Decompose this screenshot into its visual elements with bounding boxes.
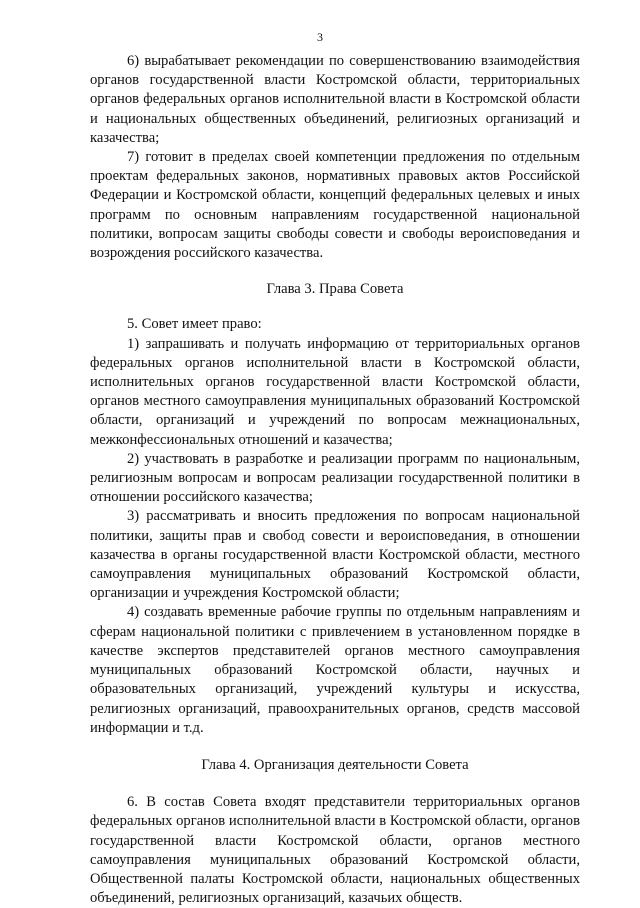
section-5-intro: 5. Совет имеет право: (127, 316, 262, 333)
paragraph-item-6: 6) вырабатывает рекомендации по совершенствованию взаимодействия органов государственной власти Костромской области, территориальных органов федеральных органов исполнительной власти в Костромской области и национальных общественных объединений, религиозных организаций и казачества; (90, 53, 580, 146)
page-number: 3 (317, 30, 323, 44)
right-item-4: 4) создавать временные рабочие группы по отдельным направлениям и сферам национальной политики с привлечением в установленном порядке в качестве экспертов представителей органов местного самоуправления муниципальных образований Костромской области, научных и образовательных организаций, учреждений культуры и искусства, религиозных организаций, правоохранительных органов, средств массовой информации и т.д. (90, 604, 580, 736)
right-item-3: 3) рассматривать и вносить предложения по вопросам национальной политики, защиты прав и свобод совести и вероисповедания, в отношении казачества в органы государственной власти Костромской области, местного самоуправления муниципальных образований Костромской области, организации и учреждения Костромской области; (90, 508, 580, 602)
section-6-paragraph: 6. В состав Совета входят представители территориальных органов федеральных органов исполнительной власти в Костромской области, органов государственной власти Костромской области, органов местного самоуправления муниципальных образований Костромской области, Общественной палаты Костромской области, национальных общественных объединений, религиозных организаций, казачьих обществ. (90, 794, 580, 907)
paragraph-item-7: 7) готовит в пределах своей компетенции предложения по отдельным проектам федеральных законов, нормативных правовых актов Российской Федерации и Костромской области, концепций федеральных целевых и иных программ по основным направлениям государственной национальной политики, вопросам защиты свободы совести и свободы вероисповедания и возрождения российского казачества. (90, 149, 580, 262)
chapter-3-heading: Глава 3. Права Совета (266, 281, 404, 298)
chapter-4-heading: Глава 4. Организация деятельности Совета (201, 756, 469, 773)
right-item-1: 1) запрашивать и получать информацию от территориальных органов федеральных органов исполнительной власти в Костромской области, исполнительных органов государственной власти Костромской области, органов местного самоуправления муниципальных образований Костромской области, организаций и учреждений по вопросам межнациональных, межконфессиональных отношений и казачества; (90, 335, 580, 448)
right-item-2: 2) участвовать в разработке и реализации программ по национальным, религиозным вопросам и вопросам реализации государственной политики в отношении российского казачества; (90, 450, 580, 506)
document-body (90, 52, 580, 908)
